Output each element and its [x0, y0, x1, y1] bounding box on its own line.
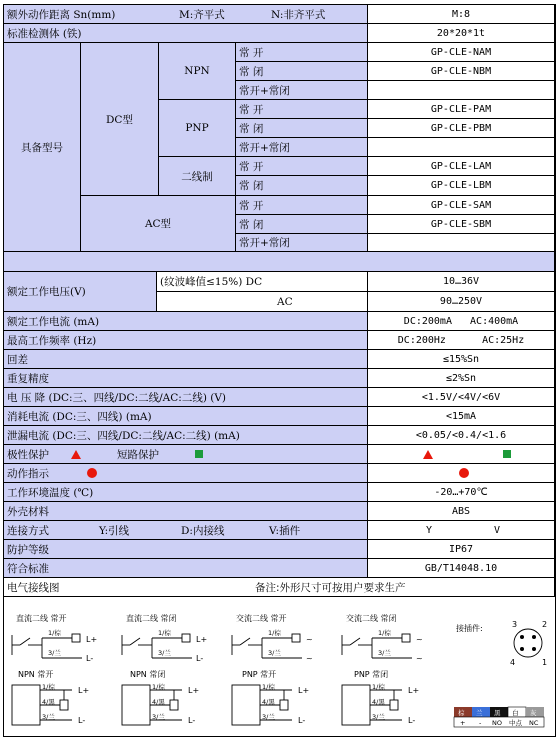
svg-text:1/棕: 1/棕 [42, 683, 55, 691]
sn-n: N:非齐平式 [271, 8, 326, 21]
conn-row [4, 521, 368, 540]
dc-type: DC型 [81, 43, 159, 196]
pnp-label: PNP [159, 100, 236, 157]
code-pnp-no-nc [368, 138, 555, 157]
wiring-label: 电气接线图 [7, 581, 60, 594]
svg-text:1/棕: 1/棕 [48, 629, 61, 637]
svg-text:L+: L+ [188, 686, 200, 695]
legend-blue: 兰 [476, 709, 483, 717]
svg-text:~: ~ [306, 654, 313, 663]
legend-mid: 中点 [509, 719, 522, 727]
svg-text:L-: L- [86, 654, 94, 663]
svg-text:L+: L+ [196, 635, 208, 644]
wiring-dc-nc [122, 628, 207, 663]
legend-black: 黑 [494, 709, 501, 717]
legend-plus: + [460, 719, 466, 727]
conn-d: D:内接线 [181, 524, 225, 537]
svg-text:4/黑: 4/黑 [372, 698, 385, 706]
ac-voltage-value: 90…250V [368, 292, 555, 312]
ac-no-nc: 常开+常闭 [236, 234, 368, 252]
temp-value: -20…+70℃ [368, 483, 555, 502]
repeat-value: ≤2%Sn [368, 369, 555, 388]
diagram-title-6: NPN 常闭 [130, 670, 166, 679]
sn-row [4, 5, 368, 24]
models-header: 具备型号 [4, 43, 81, 252]
svg-text:L-: L- [196, 654, 204, 663]
wiring-ac-no [232, 628, 313, 663]
sn-label: 额外动作距离 Sn(mm) [7, 8, 116, 21]
action-row [4, 464, 368, 483]
code-pnp-nc: GP-CLE-PBM [368, 119, 555, 138]
conn-label: 连接方式 [7, 524, 49, 537]
svg-text:L-: L- [188, 716, 196, 725]
wiring-ac-nc [342, 628, 423, 663]
svg-text:4/黑: 4/黑 [152, 698, 165, 706]
svg-text:L+: L+ [298, 686, 310, 695]
svg-text:3/兰: 3/兰 [268, 649, 281, 657]
two-no: 常 开 [236, 157, 368, 176]
two-nc: 常 闭 [236, 176, 368, 196]
conn-v: V:插件 [269, 524, 301, 537]
svg-text:3/兰: 3/兰 [158, 649, 171, 657]
action-dot-value-icon [459, 468, 469, 478]
ac-label: AC [157, 292, 368, 312]
svg-text:4/黑: 4/黑 [262, 698, 275, 706]
sn-m: M:齐平式 [179, 8, 225, 21]
svg-text:L-: L- [298, 716, 306, 725]
pin-4: 4 [510, 658, 516, 667]
pin-1: 1 [542, 658, 548, 667]
diagram-title-7: PNP 常开 [242, 670, 277, 679]
svg-text:L-: L- [78, 716, 86, 725]
vdrop-label: 电 压 降 (DC:三、四线/DC:二线/AC:二线) (V) [4, 388, 368, 407]
diagram-title-2: 直流二线 常闭 [126, 614, 177, 623]
hyst-label: 回差 [4, 350, 368, 369]
svg-text:~: ~ [416, 635, 423, 644]
freq-value: DC:200Hz AC:25Hz [368, 331, 555, 350]
code-ac-no: GP-CLE-SAM [368, 196, 555, 215]
svg-text:~: ~ [416, 654, 423, 663]
ip-value: IP67 [368, 540, 555, 559]
wiring-diagram [4, 597, 555, 736]
protection-row [4, 445, 368, 464]
svg-text:4/黑: 4/黑 [42, 698, 55, 706]
wire-color-legend [454, 707, 544, 727]
polarity-triangle-icon [71, 450, 81, 459]
spacer-row [4, 252, 555, 272]
temp-label: 工作环境温度 (℃) [4, 483, 368, 502]
action-value [368, 464, 555, 483]
pnp-no: 常 开 [236, 100, 368, 119]
legend-minus: - [479, 719, 482, 727]
svg-text:3/兰: 3/兰 [378, 649, 391, 657]
wiring-pnp-no [232, 682, 309, 725]
leak-value: <0.05/<0.4/<1.6 [368, 426, 555, 445]
svg-text:L+: L+ [78, 686, 90, 695]
spec-sheet [3, 4, 556, 737]
svg-text:1/棕: 1/棕 [378, 629, 391, 637]
svg-text:1/棕: 1/棕 [372, 683, 385, 691]
plug-label: 接插件: [456, 624, 483, 633]
npn-no: 常 开 [236, 43, 368, 62]
conn-value-v: V [494, 524, 501, 536]
pnp-nc: 常 闭 [236, 119, 368, 138]
legend-gray: 灰 [530, 709, 537, 717]
repeat-label: 重复精度 [4, 369, 368, 388]
consume-label: 消耗电流 (DC:三、四线) (mA) [4, 407, 368, 426]
svg-text:L+: L+ [86, 635, 98, 644]
ripple-label: (纹波峰值≤15%) DC [157, 272, 368, 292]
dc-voltage-value: 10…36V [368, 272, 555, 292]
freq-label: 最高工作频率 (Hz) [4, 331, 368, 350]
svg-text:~: ~ [306, 635, 313, 644]
diagram-title-5: NPN 常开 [18, 670, 54, 679]
hyst-value: ≤15%Sn [368, 350, 555, 369]
wiring-pnp-nc [342, 682, 419, 725]
polarity-label: 极性保护 [7, 448, 49, 461]
conn-value-y: Y [426, 524, 433, 536]
ac-no: 常 开 [236, 196, 368, 215]
code-npn-no: GP-CLE-NAM [368, 43, 555, 62]
std-value: GB/T14048.10 [368, 559, 555, 578]
shell-label: 外壳材料 [4, 502, 368, 521]
wiring-row [4, 578, 555, 597]
short-square-value-icon [503, 450, 511, 458]
current-label: 额定工作电流 (mA) [4, 312, 368, 331]
pin-3: 3 [512, 620, 518, 629]
ac-type: AC型 [81, 196, 236, 252]
body-label: 标准检测体 (铁) [4, 24, 368, 43]
legend-nc: NC [529, 719, 539, 727]
svg-text:1/棕: 1/棕 [152, 683, 165, 691]
legend-no: NO [492, 719, 502, 727]
consume-value: <15mA [368, 407, 555, 426]
plug-connector-icon [514, 629, 542, 657]
conn-value [368, 521, 555, 540]
shell-value: ABS [368, 502, 555, 521]
code-npn-no-nc [368, 81, 555, 100]
svg-text:3/兰: 3/兰 [48, 649, 61, 657]
vdrop-value: <1.5V/<4V/<6V [368, 388, 555, 407]
action-label: 动作指示 [7, 467, 49, 480]
svg-text:3/兰: 3/兰 [372, 713, 385, 721]
code-pnp-no: GP-CLE-PAM [368, 100, 555, 119]
code-ac-nc: GP-CLE-SBM [368, 215, 555, 234]
polarity-triangle-value-icon [423, 450, 433, 459]
svg-text:3/兰: 3/兰 [262, 713, 275, 721]
short-square-icon [195, 450, 203, 458]
sn-value: M:8 [368, 5, 555, 24]
short-label: 短路保护 [117, 448, 159, 461]
leak-label: 泄漏电流 (DC:三、四线/DC:二线/AC:二线) (mA) [4, 426, 368, 445]
svg-text:1/棕: 1/棕 [262, 683, 275, 691]
voltage-label: 额定工作电压(V) [4, 272, 157, 312]
diagram-title-3: 交流二线 常开 [236, 614, 287, 623]
pin-2: 2 [542, 620, 548, 629]
svg-text:L-: L- [408, 716, 416, 725]
diagram-title-1: 直流二线 常开 [16, 614, 67, 623]
protection-value [368, 445, 555, 464]
ip-label: 防护等级 [4, 540, 368, 559]
wiring-npn-nc [122, 682, 199, 725]
wiring-npn-no [12, 682, 89, 725]
npn-label: NPN [159, 43, 236, 100]
pnp-no-nc: 常开+常闭 [236, 138, 368, 157]
code-npn-nc: GP-CLE-NBM [368, 62, 555, 81]
legend-brown: 棕 [458, 709, 465, 717]
npn-nc: 常 闭 [236, 62, 368, 81]
svg-text:3/兰: 3/兰 [42, 713, 55, 721]
svg-text:1/棕: 1/棕 [268, 629, 281, 637]
diagram-title-4: 交流二线 常闭 [346, 614, 397, 623]
body-value: 20*20*1t [368, 24, 555, 43]
wiring-dc-no [12, 628, 97, 663]
code-ac-no-nc [368, 234, 555, 252]
diagram-title-8: PNP 常闭 [354, 670, 389, 679]
current-value: DC:200mA AC:400mA [368, 312, 555, 331]
legend-white: 白 [512, 709, 519, 717]
two-wire-label: 二线制 [159, 157, 236, 196]
svg-text:3/兰: 3/兰 [152, 713, 165, 721]
ac-nc: 常 闭 [236, 215, 368, 234]
remark: 备注:外形尺寸可按用户要求生产 [255, 581, 406, 594]
std-label: 符合标准 [4, 559, 368, 578]
npn-no-nc: 常开+常闭 [236, 81, 368, 100]
svg-text:L+: L+ [408, 686, 420, 695]
action-dot-icon [87, 468, 97, 478]
code-two-nc: GP-CLE-LBM [368, 176, 555, 196]
code-two-no: GP-CLE-LAM [368, 157, 555, 176]
svg-text:1/棕: 1/棕 [158, 629, 171, 637]
conn-y: Y:引线 [99, 524, 130, 537]
